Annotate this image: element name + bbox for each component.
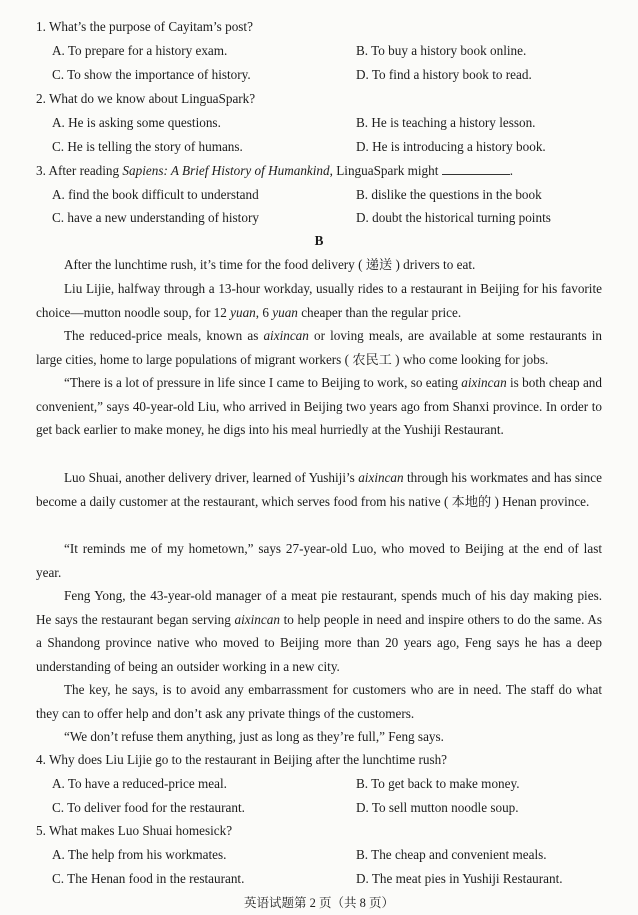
question-2-stem: 2. What do we know about LinguaSpark? xyxy=(36,91,256,106)
p2-text-b: , 6 xyxy=(255,304,273,320)
p4-text-a: “There is a lot of pressure in life since I came to Beijing to work, so eating xyxy=(64,375,462,390)
question-5-option-d[interactable]: D. The meat pies in Yushiji Restaurant. xyxy=(356,871,563,886)
p5-text-a: Luo Shuai, another delivery driver, learned of Yushiji’s xyxy=(64,470,359,485)
question-1-option-b[interactable]: B. To buy a history book online. xyxy=(356,43,527,58)
p3-text-b: or loving meals, are available at some restaurants in large cities, home to large populations of migrant workers ( xyxy=(36,328,602,367)
p6-text: “It reminds me of my hometown,” says 27-year-old Luo, who moved to Beijing at the end of last year. xyxy=(36,541,602,580)
question-2-option-a[interactable]: A. He is asking some questions. xyxy=(52,115,221,130)
p4-term: aixincan xyxy=(461,375,507,390)
p7-term: aixincan xyxy=(234,611,280,627)
question-4-option-b[interactable]: B. To get back to make money. xyxy=(356,776,520,791)
passage-paragraph-7 xyxy=(36,584,602,678)
question-4-option-c[interactable]: C. To deliver food for the restaurant. xyxy=(52,800,245,815)
p5-term: aixincan xyxy=(358,470,404,485)
p2-term-2: yuan xyxy=(272,304,298,320)
question-1-option-d[interactable]: D. To find a history book to read. xyxy=(356,67,532,82)
page-footer: 英语试题第 2 页（共 8 页） xyxy=(243,896,394,910)
p3-term: aixincan xyxy=(263,328,309,343)
answer-blank xyxy=(442,173,510,175)
passage-paragraph-9 xyxy=(36,725,602,749)
p9-text: “We don’t refuse them anything, just as long as they’re full,” Feng says. xyxy=(64,729,444,744)
p5-text-b: through his workmates and has since become a daily customer at the restaurant, which serves food from his native ( xyxy=(36,470,602,509)
question-3-book-title: Sapiens: A Brief History of Humankind xyxy=(122,163,330,178)
question-3-stem xyxy=(36,163,513,179)
question-5-stem: 5. What makes Luo Shuai homesick? xyxy=(36,823,233,838)
p8-text: The key, he says, is to avoid any embarrassment for customers who are in need. The staff do what they can to offer help and don’t ask any private things of the customers. xyxy=(36,682,602,721)
question-3-stem-prefix: 3. After reading xyxy=(36,163,123,178)
p5-gloss: 本地的 xyxy=(451,493,492,509)
p5-text-c: ) Henan province. xyxy=(491,493,590,509)
question-3-option-c[interactable]: C. have a new understanding of history xyxy=(52,210,259,225)
question-5-option-b[interactable]: B. The cheap and convenient meals. xyxy=(356,847,547,862)
p7-text-a: Feng Yong, the 43-year-old manager of a meat pie restaurant, spends much of his day making pies. He says the restaurant began serving xyxy=(36,588,602,627)
question-2-option-b[interactable]: B. He is teaching a history lesson. xyxy=(356,115,536,130)
question-4-stem: 4. Why does Liu Lijie go to the restaurant in Beijing after the lunchtime rush? xyxy=(36,752,448,767)
p1-text-b: ) drivers to eat. xyxy=(392,257,476,272)
question-1-stem: 1. What’s the purpose of Cayitam’s post? xyxy=(36,19,253,34)
question-1-option-c[interactable]: C. To show the importance of history. xyxy=(52,67,251,82)
question-3-option-a[interactable]: A. find the book difficult to understand xyxy=(52,187,259,202)
passage-paragraph-4 xyxy=(36,371,602,442)
question-2-option-d[interactable]: D. He is introducing a history book. xyxy=(356,139,546,154)
question-2-option-c[interactable]: C. He is telling the story of humans. xyxy=(52,139,243,154)
passage-paragraph-6 xyxy=(36,537,602,584)
p3-text-c: ) who come looking for jobs. xyxy=(391,351,549,367)
question-5-option-a[interactable]: A. The help from his workmates. xyxy=(52,847,227,862)
passage-paragraph-3 xyxy=(36,324,602,371)
question-4-option-a[interactable]: A. To have a reduced-price meal. xyxy=(52,776,227,791)
p3-text-a: The reduced-price meals, known as xyxy=(64,328,264,343)
p3-gloss: 农民工 xyxy=(352,351,392,367)
passage-paragraph-8 xyxy=(36,678,602,725)
p2-term-1: yuan xyxy=(230,304,256,320)
question-3-option-d[interactable]: D. doubt the historical turning points xyxy=(356,210,551,225)
p7-text-b: to help people in need and inspire others to do the same. As a Shandong province native who moved to Beijing more than 20 years ago, Feng says he has a deep understanding of being an outsider working in a new city. xyxy=(36,611,602,674)
section-heading: B xyxy=(314,233,324,248)
passage-paragraph-5 xyxy=(36,466,602,513)
question-1-option-a[interactable]: A. To prepare for a history exam. xyxy=(52,43,228,58)
question-3-stem-suffix: , LinguaSpark might xyxy=(329,163,439,178)
p4-text-b: is both cheap and convenient,” says 40-year-old Liu, who arrived in Beijing two years ago from Shanxi province. In order to get back earlier to make money, he digs into his meal hurriedly at the Yushiji Restaurant. xyxy=(36,375,602,438)
question-4-option-d[interactable]: D. To sell mutton noodle soup. xyxy=(356,800,519,815)
question-3-stem-end: . xyxy=(509,163,514,178)
p1-gloss: 递送 xyxy=(365,257,393,272)
question-5-option-c[interactable]: C. The Henan food in the restaurant. xyxy=(52,871,245,886)
p2-text-c: cheaper than the regular price. xyxy=(297,304,462,320)
passage-paragraph-1 xyxy=(36,253,602,277)
p2-text-a: Liu Lijie, halfway through a 13-hour workday, usually rides to a restaurant in Beijing for his favorite choice—mutton noodle soup, for 12 xyxy=(36,281,602,320)
question-3-option-b[interactable]: B. dislike the questions in the book xyxy=(356,187,542,202)
passage-paragraph-2 xyxy=(36,277,602,324)
p1-text-a: After the lunchtime rush, it’s time for the food delivery ( xyxy=(64,257,366,272)
